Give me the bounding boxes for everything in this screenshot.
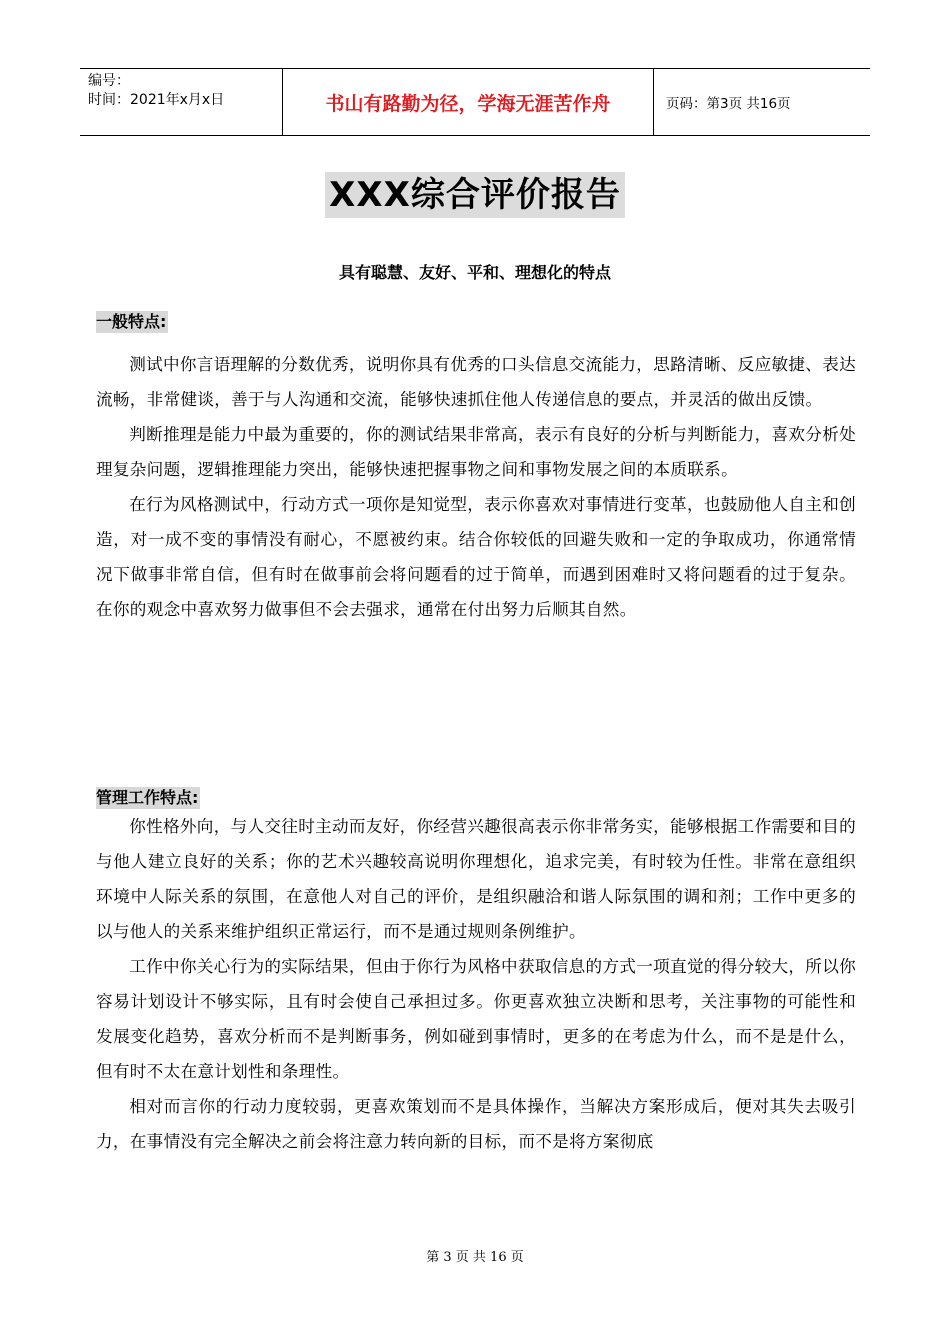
page-footer: 第 3 页 共 16 页 [426, 1250, 524, 1265]
paragraph: 测试中你言语理解的分数优秀，说明你具有优秀的口头信息交流能力，思路清晰、反应敏捷、表达流畅，非常健谈，善于与人沟通和交流，能够快速抓住他人传递信息的要点，并灵活的做出反馈。 [96, 355, 856, 409]
header-meta [80, 69, 282, 135]
section-general-traits [96, 311, 856, 627]
document-time-label: 时间：2021年x月x日 [88, 92, 225, 108]
document-number-label: 编号： [88, 73, 130, 89]
paragraph: 判断推理是能力中最为重要的，你的测试结果非常高，表示有良好的分析与判断能力，喜欢分析处理复杂问题，逻辑推理能力突出，能够快速把握事物之间和事物发展之间的本质联系。 [96, 425, 856, 479]
page-subtitle: 具有聪慧、友好、平和、理想化的特点 [338, 263, 611, 282]
paragraph: 工作中你关心行为的实际结果，但由于你行为风格中获取信息的方式一项直觉的得分较大，所以你容易计划设计不够实际，且有时会使自己承担过多。你更喜欢独立决断和思考，关注事物的可能性和发展变化趋势，喜欢分析而不是判断事务，例如碰到事情时，更多的在考虑为什么，而不是是什么，但有时不太在意计划性和条理性。 [96, 957, 856, 1081]
section-heading: 一般特点: [96, 312, 167, 331]
header-motto: 书山有路勤为径，学海无涯苦作舟 [282, 69, 654, 135]
paragraph: 在行为风格测试中，行动方式一项你是知觉型，表示你喜欢对事情进行变革，也鼓励他人自主和创造，对一成不变的事情没有耐心，不愿被约束。结合你较低的回避失败和一定的争取成功，你通常情况下做事非常自信，但有时在做事前会将问题看的过于简单，而遇到困难时又将问题看的过于复杂。在你的观念中喜欢努力做事但不会去强求，通常在付出努力后顺其自然。 [96, 495, 856, 619]
page-header [80, 68, 870, 136]
section-management-traits [96, 787, 856, 1159]
paragraph: 相对而言你的行动力度较弱，更喜欢策划而不是具体操作，当解决方案形成后，便对其失去吸引力，在事情没有完全解决之前会将注意力转向新的目标，而不是将方案彻底 [96, 1097, 856, 1151]
section-heading: 管理工作特点: [96, 788, 199, 807]
page-title: XXX综合评价报告 [325, 172, 625, 218]
paragraph: 你性格外向，与人交往时主动而友好，你经营兴趣很高表示你非常务实，能够根据工作需要和目的与他人建立良好的关系；你的艺术兴趣较高说明你理想化，追求完美，有时较为任性。非常在意组织环境中人际关系的氛围，在意他人对自己的评价，是组织融洽和谐人际氛围的调和剂；工作中更多的以与他人的关系来维护组织正常运行，而不是通过规则条例维护。 [96, 817, 856, 941]
header-page-info: 页码：第3页 共16页 [666, 96, 791, 112]
title-container [0, 172, 950, 218]
